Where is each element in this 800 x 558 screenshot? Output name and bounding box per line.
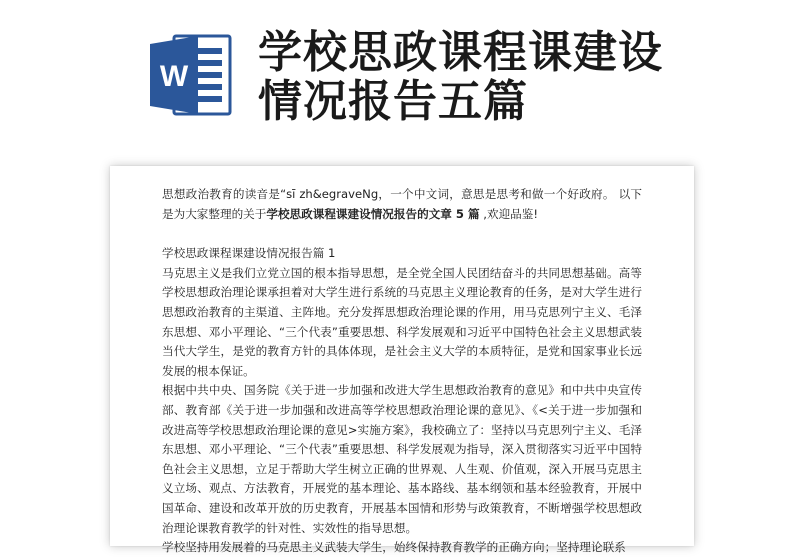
body-paragraph-2: 根据中共中央、国务院《关于进一步加强和改进大学生思想政治教育的意见》和中共中央宣传部、教育部《关于进一步加强和改进高等学校思想政治理论课的意见》、《<关于进一步加强和改进高等学校思想政治理论课的意见>实施方案》，我校确立了：坚持以马克思列宁主义、毛泽东思想、邓小平理论、“三个代表”重要思想、科学发展观为指导，深入贯彻落实习近平中国特色社会主义思想，立足于帮助大学生树立正确的世界观、人生观、价值观，深入开展马克思主义立场、观点、方法教育，开展党的基本理论、基本路线、基本纲领和基本经验教育，开展中国革命、建设和改革开放的历史教育，开展基本国情和形势与政策教育，不断增强学校思想政治理论课教育教学的针对性、实效性的指导思想。 bbox=[162, 383, 642, 535]
intro-paragraph bbox=[162, 185, 642, 224]
section-heading: 学校思政课程课建设情况报告篇 1 bbox=[162, 246, 336, 261]
title-line-1: 学校思政课程课建设 bbox=[258, 27, 663, 78]
intro-ending: ,欢迎品鉴! bbox=[479, 206, 539, 221]
title-line-2: 情况报告五篇 bbox=[258, 76, 528, 127]
intro-bold-title: 学校思政课程课建设情况报告的文章 5 篇 bbox=[266, 206, 480, 221]
header bbox=[0, 0, 800, 160]
word-document-icon bbox=[148, 34, 232, 116]
paragraph-gap bbox=[162, 224, 642, 244]
intro-text: 思想政治教育的读音是“sī zh&egraveNg，一个中文词，意思是思考和做一个好政府。 以下是为大家整理的关于 bbox=[162, 187, 642, 221]
page-title bbox=[258, 28, 778, 126]
body-paragraph-3: 学校坚持用发展着的马克思主义武装大学生，始终保持教育教学的正确方向；坚持理论联系 bbox=[162, 540, 626, 555]
document-body bbox=[162, 185, 642, 558]
word-icon-letter: W bbox=[159, 60, 189, 93]
body-paragraph-1: 马克思主义是我们立党立国的根本指导思想，是全党全国人民团结奋斗的共同思想基础。高等学校思想政治理论课承担着对大学生进行系统的马克思主义理论教育的任务，是对大学生进行思想政治教育的主渠道、主阵地。充分发挥思想政治理论课的作用，用马克思列宁主义、毛泽东思想、邓小平理论、“三个代表”重要思想、科学发展观和习近平中国特色社会主义思想武装当代大学生，是党的教育方针的具体体现，是社会主义大学的本质特征，是党和国家事业长远发展的根本保证。 bbox=[162, 265, 642, 378]
